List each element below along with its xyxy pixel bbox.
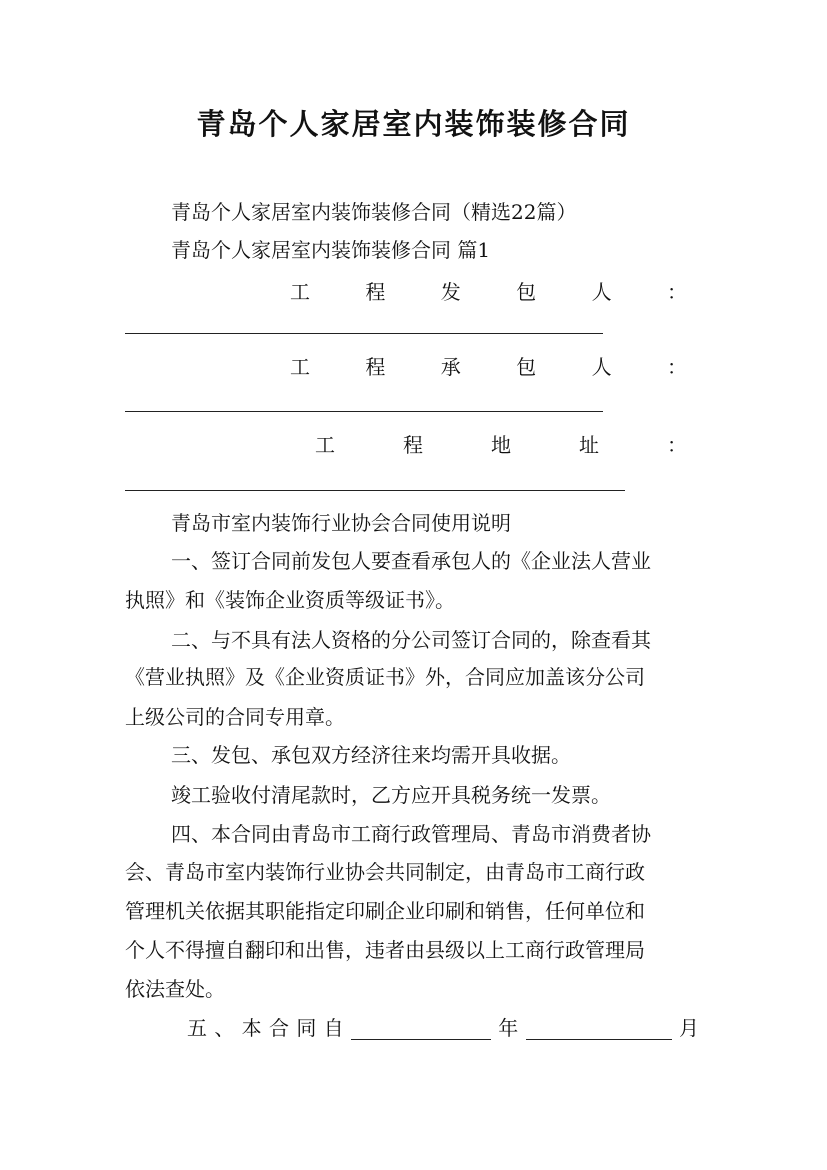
paragraph-line: 竣工验收付清尾款时，乙方应开具税务统一发票。 xyxy=(171,783,611,807)
paragraph-line: 《营业执照》及《企业资质证书》外，合同应加盖该分公司 xyxy=(125,665,645,689)
paragraph-line: 依法查处。 xyxy=(125,977,225,1001)
address-blank-line xyxy=(125,490,625,491)
paragraph-line: 四、本合同由青岛市工商行政管理局、青岛市消费者协 xyxy=(171,822,651,846)
paragraph-line: 会、青岛市室内装饰行业协会共同制定，由青岛市工商行政 xyxy=(125,860,645,884)
address-field-label: 工 程 地 址 ： xyxy=(315,433,687,457)
paragraph-line: 执照》和《装饰企业资质等级证书》。 xyxy=(125,588,455,612)
paragraph-line: 管理机关依据其职能指定印刷企业印刷和销售，任何单位和 xyxy=(125,899,645,923)
employer-blank-line xyxy=(125,333,603,334)
paragraph-line: 三、发包、承包双方经济往来均需开具收据。 xyxy=(171,743,571,767)
contract-date-line: 五 、 本 合 同 自 年 月 xyxy=(187,1016,699,1040)
subtitle: 青岛个人家居室内装饰装修合同（精选22篇） xyxy=(171,200,577,224)
contractor-blank-line xyxy=(125,411,603,412)
employer-field-label: 工 程 发 包 人 ： xyxy=(290,280,687,304)
paragraph-line: 个人不得擅自翻印和出售，违者由县级以上工商行政管理局 xyxy=(125,938,645,962)
instructions-heading: 青岛市室内装饰行业协会合同使用说明 xyxy=(171,511,511,535)
contractor-field-label: 工 程 承 包 人 ： xyxy=(290,355,687,379)
paragraph-line: 一、签订合同前发包人要查看承包人的《企业法人营业 xyxy=(171,549,651,573)
document-title: 青岛个人家居室内装饰装修合同 xyxy=(196,107,631,141)
start-year-blank xyxy=(351,1019,491,1040)
start-month-blank xyxy=(526,1019,672,1040)
paragraph-line: 二、与不具有法人资格的分公司签订合同的，除查看其 xyxy=(171,628,651,652)
section-heading: 青岛个人家居室内装饰装修合同 篇1 xyxy=(171,238,491,262)
paragraph-line: 上级公司的合同专用章。 xyxy=(125,705,345,729)
